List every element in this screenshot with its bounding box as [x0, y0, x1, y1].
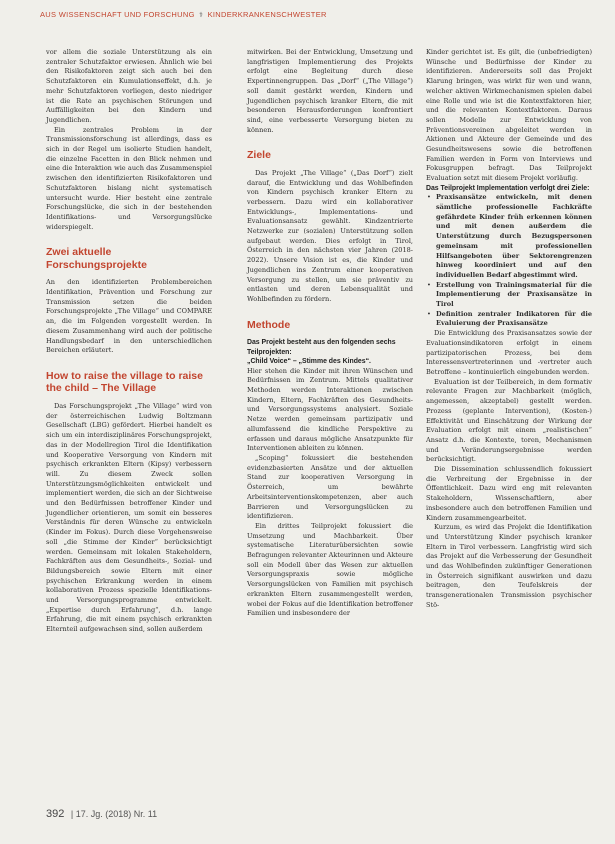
bullet-list: [426, 193, 592, 329]
paragraph: Ein zentrales Problem in der Transmissionsforschung ist allerdings, dass es sich in der Regel um isolierte Studien handelt, die einzelne Facetten in den Blick nehmen und eine die Interaktion wie auch das Zusammenspiel zwischen den identifizierten Risikofaktoren und Schutzfaktoren bislang nicht systematisch untersucht wurde. Hier besteht eine zentrale Forschungslücke, die sich in der bestehenden Identifikations- und Versorgungslücke widerspiegelt.: [46, 125, 212, 231]
page-number: 392: [46, 808, 65, 820]
subheading-teilprojekte: Das Projekt besteht aus den folgenden sechs Teilprojekten:: [247, 339, 396, 356]
column-2: [247, 48, 413, 619]
paragraph: mitwirken. Bei der Entwicklung, Umsetzung und langfristigen Implementierung des Projekts erfolgt eine Begleitung durch diese Expertinnengruppen. Das „Dorf“ („The Village“) soll damit gestärkt werden, Kindern und Jugendlichen psychisch kranker Eltern, die mit besonderen Herausforderungen konfrontiert sind, eine verbesserte Versorgung bieten zu können.: [247, 48, 413, 134]
paragraph: Evaluation ist der Teilbereich, in dem formativ relevante Fragen zur Machbarkeit (möglich, angemessen, akzeptabel) gestellt werden. Prozess (geplante Intervention), (Kosten-) Effektivität und Einschätzung der Wirkung der Evaluation erfolgt mit einem „realistischen“ Ansatz d.h. die Kontexte, toren, Mechanismen und Veränderungsergebnisse werden berücksichtigt.: [426, 377, 592, 464]
paragraph: Das Forschungsprojekt „The Village“ wird von der österreichischen Ludwig Boltzmann Gesellschaft (LBG) gefördert. Hierbei handelt es sich um ein interdisziplinäres Forschungsprojekt, das in der Modellregion Tirol die Identifikation und Kooperative Versorgung von Kindern mit psychisch erkrankten Eltern (Kipsy) verbessern will. Zu diesem Zweck sollen Unterstützungsmöglichkeiten entwickelt und implementiert werden, die sich an der Sichtweise und den Bedürfnissen betroffener Kinder und Jugendlicher orientieren, um somit ein besseres Verständnis für deren Wünsche zu entwickeln (Kinder im Fokus). Durch diese Vorgehensweise soll „die Stimme der Kinder“ berücksichtigt werden. Gemeinsam mit lokalen Stakeholdern, Fachkräften aus dem Gesundheits-, Sozial- und Bildungsbereich sowie Eltern mit einer psychischen Erkrankung werden in einem kollaborativen Prozess spezielle Identifikations- und Versorgungsprogramme entwickelt. „Expertise durch Erfahrung“, d.h. lange Erfahrung, die mit einem psychisch erkrankten Elternteil aufgewachsen sind, sollen außerdem: [46, 401, 212, 634]
section-heading-methode: Methode: [247, 318, 291, 331]
paragraph: Hier stehen die Kinder mit ihren Wünschen und Bedürfnissen im Zentrum. Mittels qualitativer Methoden werden Interaktionen zwischen Kindern, Eltern, Fachkräften des Gesundheits- und Versorgungssystems analysiert. Soziale Netze werden gemeinsam partizipativ und allumfassend die kindliche Perspektive zu erfassen und daraus mögliche Ansatzpunkte für Interventionen ableiten zu können.: [247, 366, 413, 453]
column-1: [46, 48, 212, 635]
paragraph: Kinder gerichtet ist. Es gilt, die (unbefriedigten) Wünsche und Bedürfnisse der Kinder zu identifizieren. Andererseits soll das Projekt Klarung bringen, was wirkt für wen und wann, welcher aktiven Wirkmechanismen spielen dabei eine Rolle und wie ist die Kontextfaktoren hier, und die relevanten Kontextfaktoren. Daraus sollen Modelle zur Entwicklung von Präventionsvereinen abgeleitet werden in Aktionen und Akteure der Gemeinde und des Gesundheitswesens sowie die betroffenen Familien werden in Form von Interviews und Fokusgruppen befragt. Das Teilprojekt Evaluation setzt mit diesem Projekt vorläufig.: [426, 48, 592, 183]
header-magazine: KINDERKRANKENSCHWESTER: [207, 10, 327, 19]
paragraph: Die Entwicklung des Praxisansatzes sowie der Evaluationsindikatoren erfolgt in einem partizipatorischen Prozess, bei dem Interessensvertreterinnen und -vertreter auch Betroffene – kontinuierlich eingebunden werden.: [426, 329, 592, 376]
paragraph: An den identifizierten Problembereichen Identifikation, Prävention und Forschung zur Transmission setzen die beiden Forschungsprojekte „The Village“ und COMPARE an, die im Folgenden vorgestellt werden. In diesem Zusammenhang wird auch der politische Handlungsbedarf in den unterschiedlichen Bereichen erläutert.: [46, 278, 212, 355]
paragraph: Ein drittes Teilprojekt fokussiert die Umsetzung und Machbarkeit. Über systematische Literaturübersichten sowie Befragungen relevanter Akteurinnen und Akteure soll ein Modell über das Wesen zur aktuellen Versorgungspraxis sowie mögliche Versorgungslücken von Familien mit psychisch erkrankten Eltern zusammengestellt werden, wobei der Fokus auf die Identifikation betroffener Familien und insbesondere der: [247, 521, 414, 618]
header-section: AUS WISSENSCHAFT UND FORSCHUNG: [40, 10, 195, 19]
paragraph: Die Dissemination schlussendlich fokussiert die Verbreitung der Ergebnisse in der Öffentlichkeit. Dazu wird eng mit relevanten Stakeholdern, Wissenschaftlern, aber insbesondere auch den betroffenen Familien und Kindern zusammengearbeitet.: [426, 465, 592, 522]
paragraph: „Scoping“ fokussiert die bestehenden evidenzbasierten Ansätze und der aktuellen Stand zur kooperativen Versorgung in Österreich, um bewährte Arbeitsinterventionskompetenzen, aber auch Barrieren und Versorgungslücken zu identifizieren.: [247, 454, 413, 521]
paragraph: vor allem die soziale Unterstützung als ein zentraler Schutzfaktor erwiesen. Ähnlich wie bei den Risikofaktoren zeigt sich auch bei den Schutzfaktoren ein Kumulationseffekt, d.h. je mehr Schutzfaktoren vorliegen, desto niedriger ist die Rate an psychischen Störungen und Auffälligkeiten bei den Kindern und Jugendlichen.: [46, 48, 212, 124]
stethoscope-icon: ⚕: [199, 12, 204, 19]
page-footer: [46, 808, 157, 820]
subheading-implementation: Das Teilprojekt Implementation verfolgt drei Ziele:: [426, 184, 590, 192]
subheading-child-voice: „Child Voice“ – „Stimme des Kindes“.: [247, 358, 371, 366]
list-item: • Definition zentraler Indikatoren für die Evaluierung der Praxisansätze: [426, 310, 592, 329]
list-item: • Praxisansätze entwickeln, mit denen sämtliche professionelle Fachkräfte gefährdete Kinder früh erkennen können und mit denen außerdem die Unterstützung durch Bezugspersonen gemeinsam mit professionellen Hilfsangeboten über Sektorengrenzen hinweg koordiniert und auf den individuellen Bedarf abgestimmt wird.: [426, 193, 592, 280]
column-3: [426, 48, 592, 611]
section-heading-ziele: Ziele: [247, 149, 271, 162]
paragraph: Das Projekt „The Village“ („Das Dorf“) zielt darauf, die Entwicklung und das Wohlbefinden von Kindern psychisch kranker Eltern zu verbessern. Dazu wird ein kollaborativer Entwicklungs-, Implementations- und Evaluationsansatz gewählt. Kindzentrierte Netzwerke zur (sozialen) Unterstützung sollen aufgebaut werden. Dies erfolgt in Tirol, Österreich in den nächsten vier Jahren (2018-2022). Unsere Vision ist es, die Kinder und Jugendlichen ins Zentrum einer kooperativen Versorgung zu stellen, um sie präventiv zu entlasten und deren Lebensqualität und Wohlbefinden zu fördern.: [247, 168, 413, 303]
list-item: • Erstellung von Trainingsmaterial für die Implementierung der Praxisansätze in Tirol: [426, 281, 592, 310]
issue-info: | 17. Jg. (2018) Nr. 11: [70, 809, 158, 819]
section-heading-the-village: How to raise the village to raise the child – The Village: [46, 369, 203, 395]
paragraph: Kurzum, es wird das Projekt die Identifikation und Unterstützung Kinder psychisch kranker Eltern in Tirol verbessern. Langfristig wird sich das Projekt auf die Verbesserung der Gesundheit und das Wohlbefinden zukünftiger Generationen in Österreich signifikant auswirken und dazu beitragen, den Teufelskreis der transgenerationalen Transmission psychischer Stö-: [426, 523, 592, 609]
running-header: [40, 10, 327, 19]
section-heading-zwei-projekte: Zwei aktuelle Forschungsprojekte: [46, 246, 147, 271]
